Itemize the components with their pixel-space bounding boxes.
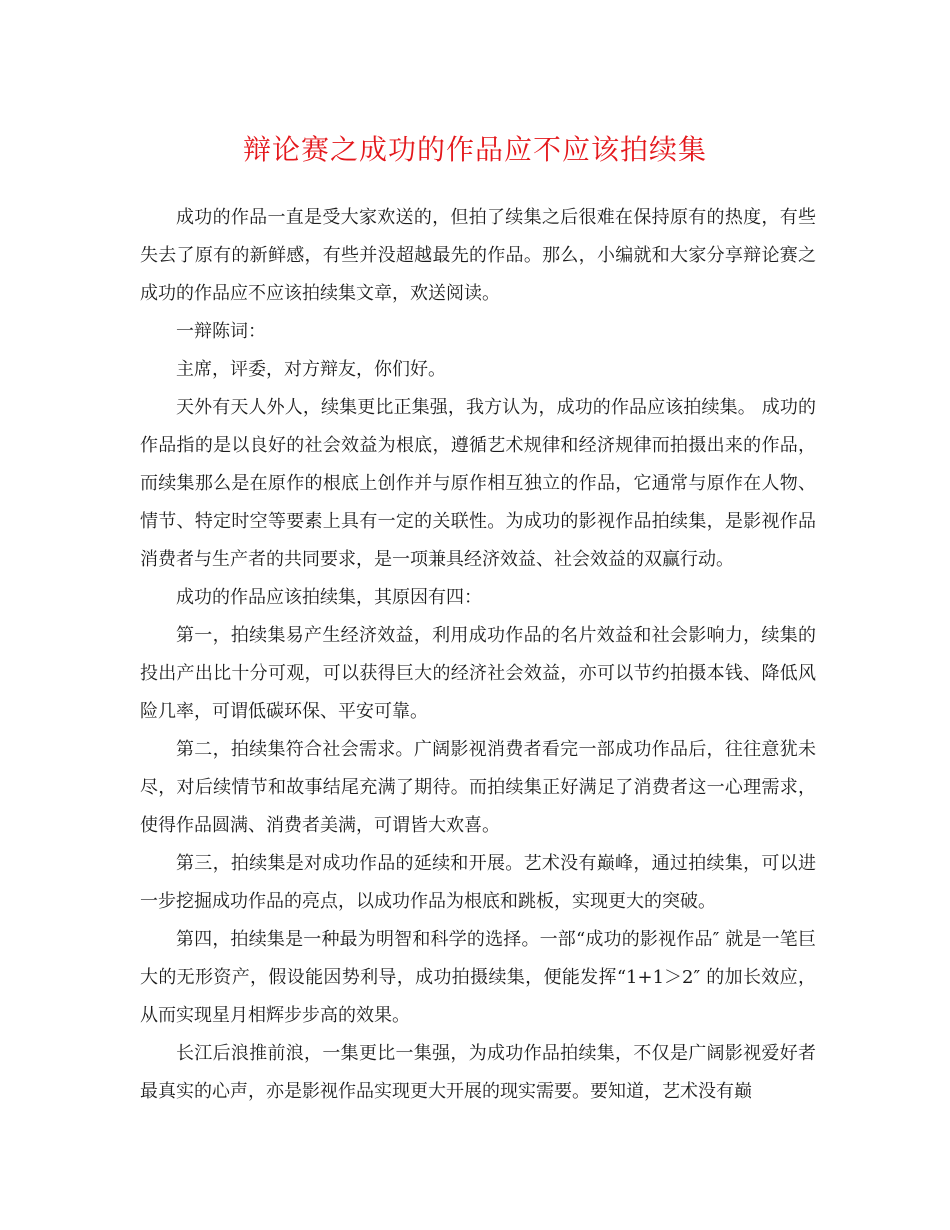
paragraph-reason-four: 第四，拍续集是一种最为明智和科学的选择。一部“成功的影视作品″ 就是一笔巨大的无形资产，假设能因势利导，成功拍摄续集，便能发挥“1+1＞2″ 的加长效应，从而实现星月相辉步步高的效果。 xyxy=(140,929,816,1026)
paragraph-reason-two: 第二，拍续集符合社会需求。广阔影视消费者看完一部成功作品后，往往意犹未尽，对后续情节和故事结尾充满了期待。而拍续集正好满足了消费者这一心理需求，使得作品圆满、消费者美满，可谓皆大欢喜。 xyxy=(140,739,816,836)
paragraph-reason-three: 第三，拍续集是对成功作品的延续和开展。艺术没有巅峰，通过拍续集，可以进一步挖掘成功作品的亮点，以成功作品为根底和跳板，实现更大的突破。 xyxy=(140,853,816,912)
paragraph-reasons-intro: 成功的作品应该拍续集，其原因有四： xyxy=(176,587,482,608)
document-body xyxy=(140,199,816,1111)
document-title: 辩论赛之成功的作品应不应该拍续集 xyxy=(242,133,707,166)
paragraph-conclusion: 长江后浪推前浪，一集更比一集强，为成功作品拍续集，不仅是广阔影视爱好者最真实的心声，亦是影视作品实现更大开展的现实需要。要知道，艺术没有巅 xyxy=(140,1043,816,1102)
paragraph-greeting: 主席，评委，对方辩友，你们好。 xyxy=(176,359,446,380)
paragraph-intro: 成功的作品一直是受大家欢送的，但拍了续集之后很难在保持原有的热度，有些失去了原有的新鲜感，有些并没超越最先的作品。那么，小编就和大家分享辩论赛之成功的作品应不应该拍续集文章，欢送阅读。 xyxy=(140,207,816,304)
paragraph-position: 天外有天人外人，续集更比正集强，我方认为，成功的作品应该拍续集。 成功的作品指的是以良好的社会效益为根底，遵循艺术规律和经济规律而拍摄出来的作品，而续集那么是在原作的根底上创作并与原作相互独立的作品，它通常与原作在人物、情节、特定时空等要素上具有一定的关联性。为成功的影视作品拍续集，是影视作品消费者与生产者的共同要求，是一项兼具经济效益、社会效益的双赢行动。 xyxy=(140,397,816,570)
paragraph-first-debater-heading: 一辩陈词： xyxy=(176,321,266,342)
paragraph-reason-one: 第一，拍续集易产生经济效益，利用成功作品的名片效益和社会影响力，续集的投出产出比十分可观，可以获得巨大的经济社会效益，亦可以节约拍摄本钱、降低风险几率，可谓低碳环保、平安可靠。 xyxy=(140,625,816,722)
